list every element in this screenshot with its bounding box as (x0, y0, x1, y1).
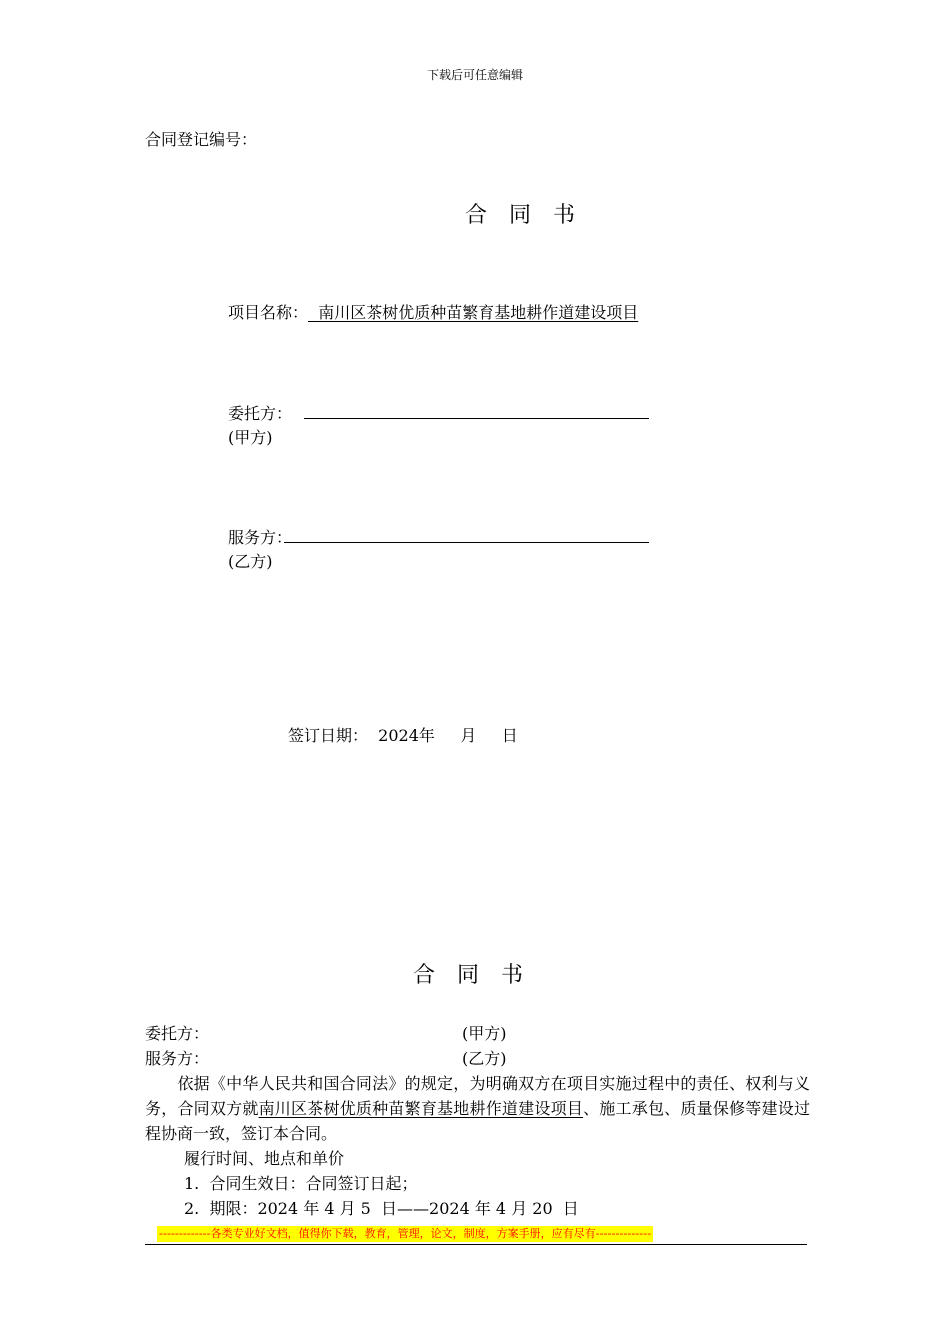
intro-paragraph (145, 1071, 810, 1146)
intro-text-2: 、施工承包、质量保修等建设过程协商一致，签订本合同。 (145, 1099, 810, 1143)
registration-number-label: 合同登记编号： (145, 130, 258, 149)
footer-rule (145, 1244, 807, 1245)
contract-client-label: 委托方： (145, 1024, 210, 1043)
client-label: 委托方： (228, 404, 293, 423)
contract-client-role: (甲方) (462, 1024, 507, 1043)
item-effective-date: 1. 合同生效日：合同签订日起； (184, 1174, 418, 1193)
header-note: 下载后可任意编辑 (426, 68, 523, 82)
sign-date: 签订日期： 2024年 月 日 (288, 726, 518, 745)
client-signature-line (304, 418, 649, 419)
cover-title: 合 同 书 (465, 203, 576, 228)
contract-server-role: (乙方) (462, 1049, 507, 1068)
server-signature-line (284, 542, 649, 543)
client-role: (甲方) (228, 428, 273, 447)
item-period: 2. 期限：2024 年 4 月 5 日——2024 年 4 月 20 日 (184, 1199, 579, 1218)
project-name-value: 南川区茶树优质种苗繁育基地耕作道建设项目 (308, 303, 639, 322)
intro-project-name: 南川区茶树优质种苗繁育基地耕作道建设项目 (258, 1099, 584, 1118)
section-heading: 履行时间、地点和单价 (184, 1149, 345, 1168)
footer-banner: -------------各类专业好文档，值得你下载，教育，管理，论文，制度，方案手册，应有尽有-------------- (159, 1227, 652, 1240)
server-label: 服务方： (228, 528, 293, 547)
project-name-label: 项目名称： (228, 303, 309, 322)
contract-title: 合 同 书 (413, 963, 524, 988)
server-role: (乙方) (228, 552, 273, 571)
project-name-row (228, 300, 638, 323)
intro-text-1: 依据《中华人民共和国合同法》的规定，为明确双方在项目实施过程中的责任、权利与义务，合同双方就 (145, 1074, 810, 1118)
contract-server-label: 服务方： (145, 1049, 210, 1068)
